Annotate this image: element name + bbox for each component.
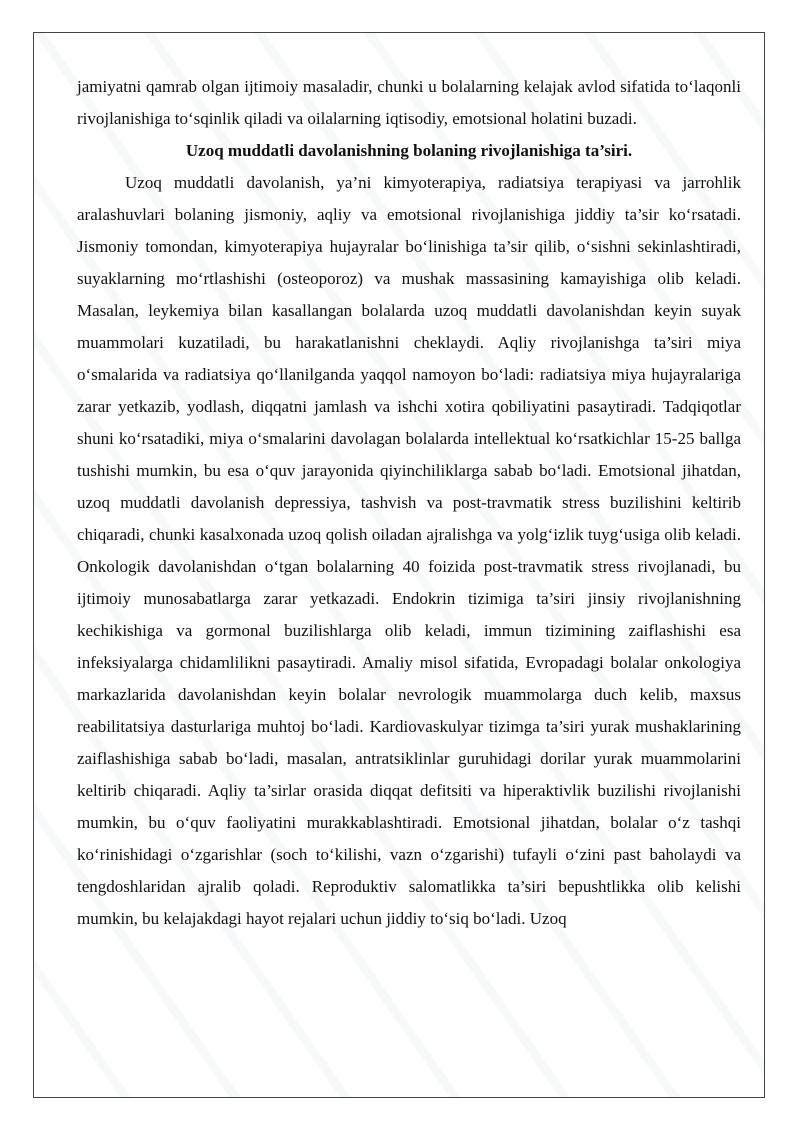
paragraph-continued: jamiyatni qamrab olgan ijtimoiy masaladir, chunki u bolalarning kelajak avlod sifatida to‘laqonli rivojlanishiga to‘sqinlik qiladi va oilalarning iqtisodiy, emotsional holatini buzadi. — [77, 77, 741, 128]
section-heading: Uzoq muddatli davolanishning bolaning rivojlanishiga ta’siri. — [185, 141, 633, 160]
section-body-paragraph: Uzoq muddatli davolanish, ya’ni kimyoterapiya, radiatsiya terapiyasi va jarrohlik aralashuvlari bolaning jismoniy, aqliy va emotsional rivojlanishiga jiddiy ta’sir ko‘rsatadi. Jismoniy tomondan, kimyoterapiya hujayralar bo‘linishiga ta’sir qilib, o‘sishni sekinlashtiradi, suyaklarning mo‘rtlashishi (osteoporoz) va mushak massasining kamayishiga olib keladi. Masalan, leykemiya bilan kasallangan bolalarda uzoq muddatli davolanishdan keyin suyak muammolari kuzatiladi, bu harakatlanishni cheklaydi. Aqliy rivojlanishga ta’siri miya o‘smalarida va radiatsiya qo‘llanilganda yaqqol namoyon bo‘ladi: radiatsiya miya hujayralariga zarar yetkazib, yodlash, diqqatni jamlash va ishchi xotira qobiliyatini pasaytiradi. Tadqiqotlar shuni ko‘rsatadiki, miya o‘smalarini davolagan bolalarda intellektual ko‘rsatkichlar 15-25 ballga tushishi mumkin, bu esa o‘quv jarayonida qiyinchiliklarga sabab bo‘ladi. Emotsional jihatdan, uzoq muddatli davolanish depressiya, tashvish va post-travmatik stress buzilishini keltirib chiqaradi, chunki kasalxonada uzoq qolish oiladan ajralishga va yolg‘izlik tuyg‘usiga olib keladi. Onkologik davolanishdan o‘tgan bolalarning 40 foizida post-travmatik stress rivojlanadi, bu ijtimoiy munosabatlarga zarar yetkazadi. Endokrin tizimiga ta’siri jinsiy rivojlanishning kechikishiga va gormonal buzilishlarga olib keladi, immun tizimining zaiflashishi esa infeksiyalarga chidamlilikni pasaytiradi. Amaliy misol sifatida, Evropadagi bolalar onkologiya markazlarida davolanishdan keyin bolalar nevrologik muammolarga duch kelib, maxsus reabilitatsiya dasturlariga muhtoj bo‘ladi. Kardiovaskulyar tizimga ta’siri yurak mushaklarining zaiflashishiga sabab bo‘ladi, masalan, antratsiklinlar guruhidagi dorilar yurak muammolarini keltirib chiqaradi. Aqliy ta’sirlar orasida diqqat defitsiti va hiperaktivlik buzilishi rivojlanishi mumkin, bu o‘quv faoliyatini murakkablashtiradi. Emotsional jihatdan, bolalar o‘z tashqi ko‘rinishidagi o‘zgarishlar (soch to‘kilishi, vazn o‘zgarishi) tufayli o‘zini past baholaydi va tengdoshlaridan ajralib qoladi. Reproduktiv salomatlikka ta’siri bepushtlikka olib kelishi mumkin, bu kelajakdagi hayot rejalari uchun jiddiy to‘siq bo‘ladi. Uzoq — [77, 173, 741, 928]
document-body — [77, 71, 741, 935]
page-frame — [33, 32, 765, 1098]
